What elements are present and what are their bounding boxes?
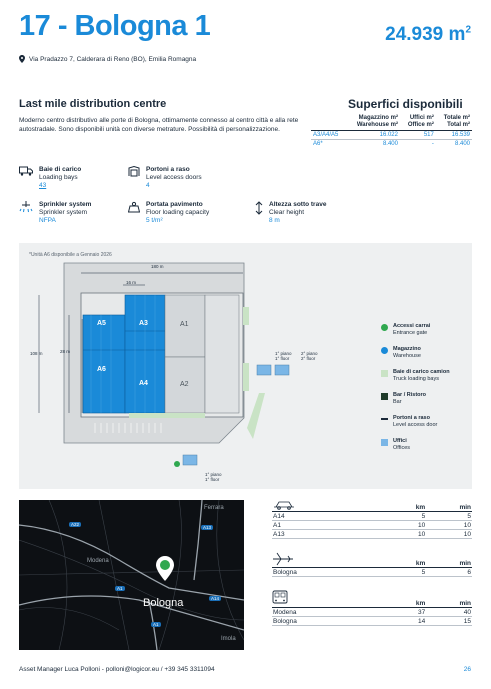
plan-note: *Unità A6 disponibile a Gennaio 2026 xyxy=(29,252,112,258)
table-row: A13 10 10 xyxy=(273,530,471,538)
map-label: Modena xyxy=(87,558,109,564)
weight-icon xyxy=(128,201,140,213)
air-distance-table: km min Bologna 5 6 xyxy=(273,559,471,576)
sprinkler-icon xyxy=(19,201,33,213)
feature-clear-height: Altezza sotto trave Clear height 8 m xyxy=(255,201,326,225)
total-area: 24.939 $m^2$ xyxy=(385,24,471,45)
table-row: Bologna 14 15 xyxy=(273,617,471,625)
legend-item: Magazzino Warehouse xyxy=(381,346,450,360)
unit-label: A4 xyxy=(139,380,148,387)
page-number: 26 xyxy=(463,666,471,673)
site-plan xyxy=(19,243,472,489)
col-warehouse: Magazzino m² Warehouse m² xyxy=(356,115,398,128)
road-shield: A22 xyxy=(71,522,80,527)
col-office: Uffici m² Office m² xyxy=(407,115,434,128)
road-shield: A13 xyxy=(203,525,212,530)
road-shield: A14 xyxy=(211,596,220,601)
road-distance-table: km min A14 5 5 A1 10 10 A13 10 10 xyxy=(273,503,471,538)
plan-legend xyxy=(381,323,450,452)
unit-label: A1 xyxy=(180,321,189,328)
location-map xyxy=(19,500,244,650)
unit-label: A6 xyxy=(97,366,106,373)
legend-item: Baie di carico camion Truck loading bays xyxy=(381,369,450,383)
address: Via Pradazzo 7, Calderara di Reno (BO), Emilia Romagna xyxy=(19,55,196,63)
table-row: A6* 8.400 - 8.400 xyxy=(313,141,470,147)
page-title: 17 - Bologna 1 xyxy=(19,10,211,42)
legend-item: Bar / Ristoro Bar xyxy=(381,392,450,406)
map-label: Ferrara xyxy=(204,505,224,511)
surfaces-heading: Superfici disponibili xyxy=(348,97,463,111)
dim-top: 16 m xyxy=(126,280,137,285)
feature-loading-bays: Baie di carico Loading bays 43 xyxy=(19,166,81,190)
floor-label: 2° piano 2° floor xyxy=(301,351,318,361)
legend-item: Uffici Offices xyxy=(381,438,450,452)
truck-icon xyxy=(19,166,33,176)
floor-label: 1° piano 1° floor xyxy=(275,351,292,361)
unit-label: A2 xyxy=(180,381,189,388)
road-shield: A1 xyxy=(117,586,123,591)
legend-item: Accessi carrai Entrance gate xyxy=(381,323,450,337)
feature-level-doors: Portoni a raso Level access doors 4 xyxy=(128,166,202,190)
feature-sprinkler: Sprinkler system Sprinkler system NFPA xyxy=(19,201,91,225)
road-map-drawing xyxy=(19,500,244,650)
footer-contact: Asset Manager Luca Polloni - polloni@logicor.eu / +39 345 3311094 xyxy=(19,666,215,673)
feature-floor-capacity: Portata pavimento Floor loading capacity 5 t/m² xyxy=(128,201,209,225)
dim-inner: 28 m xyxy=(60,349,71,354)
intro-heading: Last mile distribution centre xyxy=(19,98,167,110)
height-arrow-icon xyxy=(255,201,263,215)
dim-width: 180 m xyxy=(151,264,164,269)
location-pin-icon xyxy=(19,55,25,63)
map-label: Imola xyxy=(221,636,236,642)
road-shield: A1 xyxy=(153,622,159,627)
intro-description: Moderno centro distributivo alle porte di Bologna, ottimamente connesso al centro città e alla rete autostradale. Sono disponibili unità con diverse metrature. Possibilità di personalizzazione. xyxy=(19,117,299,133)
dim-left: 108 m xyxy=(30,351,43,356)
surfaces-table xyxy=(311,114,472,148)
table-row: Bologna 5 6 xyxy=(273,568,471,576)
table-row: A14 5 5 xyxy=(273,512,471,520)
location-marker-icon xyxy=(155,556,175,582)
col-total: Totale m² Total m² xyxy=(443,115,470,128)
map-city-label: Bologna xyxy=(143,597,184,609)
legend-item: Portoni a raso Level access door xyxy=(381,415,450,429)
unit-label: A5 xyxy=(97,320,106,327)
rail-distance-table: km min Modena 37 40 Bologna 14 15 xyxy=(273,599,471,625)
table-row: A1 10 10 xyxy=(273,521,471,529)
table-row: Modena 37 40 xyxy=(273,608,471,616)
floor-label: 1° piano 1° floor xyxy=(205,472,222,482)
table-row: A3/A4/A5 16.022 517 16.539 xyxy=(313,132,470,138)
door-icon xyxy=(128,166,140,177)
unit-label: A3 xyxy=(139,320,148,327)
